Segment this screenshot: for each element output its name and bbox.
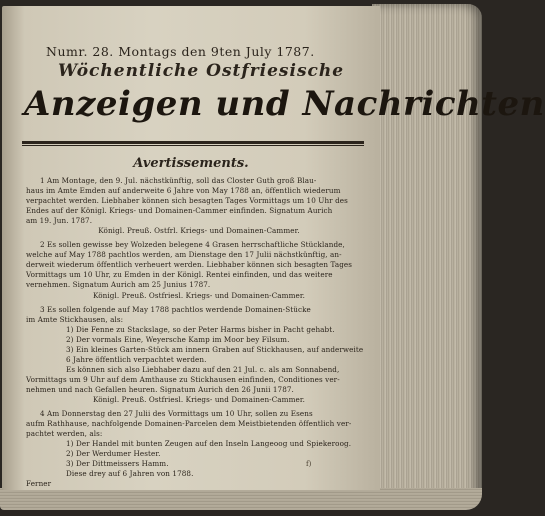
issue-line: Numr. 28. Montags den 9ten July 1787. (46, 44, 315, 59)
body-line: Diese drey auf 6 Jahren von 1788. (66, 469, 194, 479)
body-line: 6 Jahre öffentlich verpachtet werden. (66, 354, 207, 364)
body-line: 3) Ein kleines Garten-Stück am innern Graben auf Stickhausen, auf anderweite (66, 344, 364, 354)
body-line: im Amte Stickhausen, als: (26, 314, 124, 324)
book-bottom-edge (0, 488, 482, 510)
body-line: Königl. Preuß. Ostfriesl. Kriegs- und Domainen-Cammer. (92, 394, 306, 404)
masthead-subtitle: Wöchentliche Ostfriesische (58, 61, 345, 81)
body-line: 1 Am Montage, den 9. Jul. nächstkünftig, soll das Closter Guth groß Blau- (40, 176, 317, 185)
body-line: Es können sich also Liebhaber dazu auf den 21 Jul. c. als am Sonnabend, (66, 364, 340, 374)
body-line: 1) Die Fenne zu Stackslage, so der Peter Harms bisher in Pacht gehabt. (66, 324, 335, 334)
body-line: haus im Amte Emden auf anderweite 6 Jahre von May 1788 an, öffentlich wiederum (26, 186, 341, 196)
body-line: 2 Es sollen gewisse bey Wolzeden belegene 4 Grasen herrschaftliche Stücklande, (40, 240, 345, 250)
body-line: vernehmen. Signatum Aurich am 25 Junius 1787. (26, 280, 211, 290)
book-page-edges (372, 4, 482, 509)
body-line: 2) Der Werdumer Hester. (66, 449, 161, 459)
body-line: welche auf May 1788 pachtlos werden, am Dienstage den 17 Julii nächstkünftig, an- (26, 250, 342, 260)
body-line: nehmen und nach Gefallen heuren. Signatum Aurich den 26 Junii 1787. (26, 384, 294, 394)
page-mark: f) (306, 460, 312, 468)
body-line: Königl. Preuß. Ostfrl. Kriegs- und Domainen-Cammer. (98, 226, 300, 236)
body-line: Endes auf der Königl. Kriegs- und Domainen-Cammer einfinden. Signatum Aurich (26, 206, 333, 216)
body-line: 4 Am Donnerstag den 27 Julii des Vormittags um 10 Uhr, sollen zu Esens (40, 409, 313, 419)
body-line: pachtet werden, als: (26, 429, 103, 439)
body-line: 3) Der Dittmeissers Hamm. (66, 459, 169, 469)
body-line: Ferner (26, 479, 52, 489)
body-line: verpachtet werden. Liebhaber können sich besagten Tages Vormittags um 10 Uhr des (26, 196, 348, 206)
body-line: Königl. Preuß. Ostfriesl. Kriegs- und Domainen-Cammer. (92, 290, 306, 300)
section-title: Avertissements. (133, 156, 249, 171)
body-line: am 19. Jun. 1787. (26, 216, 93, 226)
body-line: derweit wiederum öffentlich verheuert werden. Liebhaber können sich besagten Tages (26, 260, 353, 270)
article-body (26, 176, 372, 489)
body-line: 2) Der vormals Eine, Weyersche Kamp im Moor bey Filsum. (66, 334, 290, 344)
masthead-title: Anzeigen und Nachrichten (24, 84, 545, 124)
body-line: 3 Es sollen folgende auf May 1788 pachtlos werdende Domainen-Stücke (40, 304, 311, 314)
body-line: 1) Der Handel mit bunten Zeugen auf den Inseln Langeoog und Spiekeroog. (66, 439, 352, 449)
body-line: Vormittags um 10 Uhr, zu Emden in der Königl. Rentei einfinden, und das weitere (26, 270, 333, 280)
masthead-rule-thick (22, 141, 364, 144)
masthead-rule-thin (22, 145, 364, 146)
body-line: aufm Rathhause, nachfolgende Domainen-Parcelen dem Meistbietenden öffentlich ver- (26, 419, 352, 429)
body-line: Vormittags um 9 Uhr auf dem Amthause zu Stickhausen einfinden, Conditiones ver- (26, 374, 340, 384)
newspaper-page (2, 6, 545, 490)
